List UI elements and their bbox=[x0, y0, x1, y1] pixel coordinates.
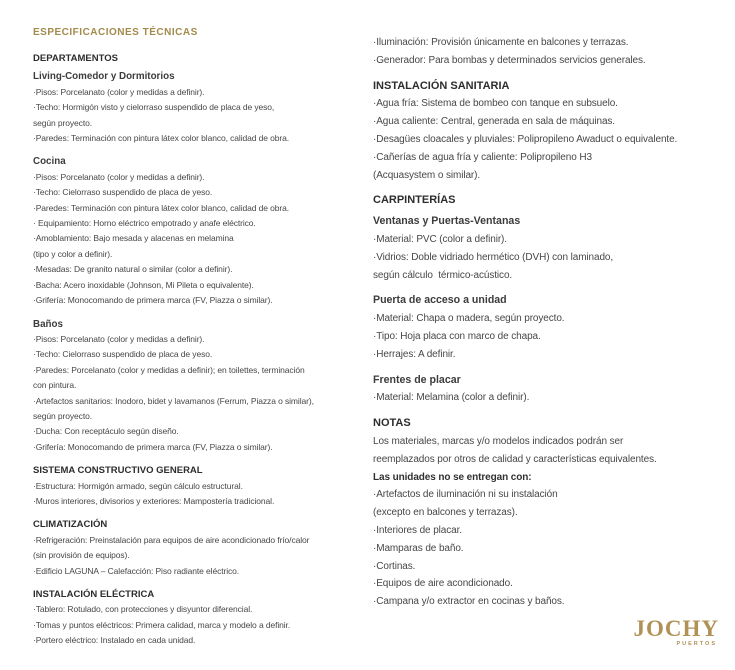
section-heading: CLIMATIZACIÓN bbox=[33, 519, 108, 531]
spec-block bbox=[33, 51, 373, 66]
spec-block bbox=[33, 587, 373, 649]
brand-logo bbox=[634, 617, 720, 648]
brand-subtext: PUERTOS bbox=[676, 641, 717, 647]
spec-line: ·Cañerías de agua fría y caliente: Polipropileno H3 bbox=[373, 151, 592, 163]
spec-block bbox=[373, 292, 720, 363]
spec-line: ·Techo: Cielorraso suspendido de placa de yeso. bbox=[33, 349, 213, 360]
spec-line: ·Generador: Para bombas y determinados servicios generales. bbox=[373, 54, 646, 66]
spec-line: ·Tablero: Rotulado, con protecciones y disyuntor diferencial. bbox=[33, 604, 253, 615]
section-heading: INSTALACIÓN SANITARIA bbox=[373, 79, 510, 92]
spec-line: ·Paredes: Terminación con pintura látex color blanco, calidad de obra. bbox=[33, 133, 290, 144]
spec-line: ·Artefactos de iluminación ni su instalación bbox=[373, 489, 558, 501]
spec-block bbox=[373, 213, 720, 284]
spec-line: ·Estructura: Hormigón armado, según cálculo estructural. bbox=[33, 480, 243, 491]
spec-line: según cálculo térmico-acústico. bbox=[373, 269, 513, 281]
section-heading: SISTEMA CONSTRUCTIVO GENERAL bbox=[33, 465, 203, 477]
spec-line: ·Interiores de placar. bbox=[373, 524, 462, 536]
section-heading: INSTALACIÓN ELÉCTRICA bbox=[33, 589, 155, 600]
spec-line: · Equipamiento: Horno eléctrico empotrado y anafe eléctrico. bbox=[33, 218, 256, 229]
spec-line: ·Paredes: Terminación con pintura látex color blanco, calidad de obra. bbox=[33, 202, 290, 213]
spec-block bbox=[33, 317, 373, 456]
spec-line: ·Edificio LAGUNA – Calefacción: Piso radiante eléctrico. bbox=[33, 565, 240, 576]
spec-line: ·Tomas y puntos eléctricos: Primera calidad, marca y modelo a definir. bbox=[33, 619, 291, 630]
spec-line: ·Desagües cloacales y pluviales: Polipropileno Awaduct o equivalente. bbox=[373, 133, 678, 145]
spec-line: ·Techo: Cielorraso suspendido de placa de yeso. bbox=[33, 187, 213, 198]
subsection-heading: Baños bbox=[33, 318, 63, 330]
spec-line: ·Grifería: Monocomando de primera marca (FV, Piazza o similar). bbox=[33, 295, 273, 306]
spec-line: (excepto en balcones y terrazas). bbox=[373, 507, 518, 519]
spec-line: ·Pisos: Porcelanato (color y medidas a definir). bbox=[33, 171, 205, 182]
spec-line: ·Grifería: Monocomando de primera marca (FV, Piazza o similar). bbox=[33, 441, 273, 452]
spec-block bbox=[373, 192, 720, 210]
spec-line: según proyecto. bbox=[33, 117, 92, 128]
section-heading: CARPINTERÍAS bbox=[373, 194, 456, 207]
spec-line: ·Mesadas: De granito natural o similar (color a definir). bbox=[33, 264, 233, 275]
spec-line: según proyecto. bbox=[33, 410, 92, 421]
subsection-heading: Frentes de placar bbox=[373, 373, 461, 386]
spec-block bbox=[373, 34, 720, 70]
spec-line: ·Agua fría: Sistema de bombeo con tanque en subsuelo. bbox=[373, 98, 618, 110]
spec-line: ·Cortinas. bbox=[373, 560, 416, 572]
spec-line: Las unidades no se entregan con: bbox=[373, 471, 532, 483]
spec-line: ·Material: Melamina (color a definir). bbox=[373, 392, 530, 404]
spec-block bbox=[33, 154, 373, 308]
spec-line: ·Pisos: Porcelanato (color y medidas a definir). bbox=[33, 86, 205, 97]
page-title: ESPECIFICACIONES TÉCNICAS bbox=[33, 27, 198, 38]
left-column bbox=[33, 27, 373, 649]
spec-line: ·Muros interiores, divisorios y exteriores: Mampostería tradicional. bbox=[33, 495, 275, 506]
spec-line: ·Bacha: Acero inoxidable (Johnson, Mi Pileta o equivalente). bbox=[33, 279, 254, 290]
spec-block bbox=[33, 517, 373, 579]
section-heading: NOTAS bbox=[373, 417, 411, 430]
spec-block bbox=[33, 69, 373, 146]
spec-line: ·Material: Chapa o madera, según proyecto. bbox=[373, 313, 565, 325]
spec-block bbox=[373, 415, 720, 611]
right-column bbox=[373, 27, 720, 611]
spec-line: (tipo y color a definir). bbox=[33, 248, 113, 259]
subsection-heading: Cocina bbox=[33, 156, 66, 168]
spec-line: ·Pisos: Porcelanato (color y medidas a definir). bbox=[33, 333, 205, 344]
spec-line: ·Amoblamiento: Bajo mesada y alacenas en melamina bbox=[33, 233, 234, 244]
subsection-heading: Living-Comedor y Dormitorios bbox=[33, 71, 175, 83]
spec-line: (Acquasystem o similar). bbox=[373, 169, 481, 181]
columns-container bbox=[33, 27, 720, 649]
spec-line: ·Paredes: Porcelanato (color y medidas a definir); en toilettes, terminación bbox=[33, 364, 305, 375]
spec-line: ·Mamparas de baño. bbox=[373, 542, 464, 554]
spec-block bbox=[373, 78, 720, 185]
spec-block bbox=[33, 463, 373, 509]
spec-line: con pintura. bbox=[33, 380, 77, 391]
spec-block bbox=[373, 372, 720, 408]
spec-line: ·Material: PVC (color a definir). bbox=[373, 233, 507, 245]
subsection-heading: Ventanas y Puertas-Ventanas bbox=[373, 215, 521, 228]
spec-line: ·Vidrios: Doble vidriado hermético (DVH) con laminado, bbox=[373, 251, 614, 263]
spec-line: (sin provisión de equipos). bbox=[33, 550, 130, 561]
spec-line: reemplazados por otros de calidad y características equivalentes. bbox=[373, 453, 657, 465]
spec-line: ·Techo: Hormigón visto y cielorraso suspendido de placa de yeso, bbox=[33, 102, 275, 113]
spec-line: ·Iluminación: Provisión únicamente en balcones y terrazas. bbox=[373, 37, 629, 48]
brand-wordmark: JOCHY bbox=[633, 616, 719, 641]
spec-line: ·Refrigeración: Preinstalación para equipos de aire acondicionado frío/calor bbox=[33, 534, 310, 545]
spec-line: ·Agua caliente: Central, generada en sala de máquinas. bbox=[373, 116, 615, 128]
spec-line: ·Herrajes: A definir. bbox=[373, 348, 456, 360]
subsection-heading: Puerta de acceso a unidad bbox=[373, 294, 507, 307]
spec-line: ·Ducha: Con receptáculo según diseño. bbox=[33, 426, 179, 437]
section-heading: DEPARTAMENTOS bbox=[33, 53, 118, 64]
spec-line: ·Equipos de aire acondicionado. bbox=[373, 578, 513, 590]
spec-line: ·Portero eléctrico: Instalado en cada unidad. bbox=[33, 635, 196, 646]
spec-line: ·Tipo: Hoja placa con marco de chapa. bbox=[373, 330, 541, 342]
spec-line: Los materiales, marcas y/o modelos indicados podrán ser bbox=[373, 435, 624, 447]
spec-line: ·Artefactos sanitarios: Inodoro, bidet y lavamanos (Ferrum, Piazza o similar), bbox=[33, 395, 314, 406]
spec-line: ·Campana y/o extractor en cocinas y baños. bbox=[373, 596, 565, 608]
